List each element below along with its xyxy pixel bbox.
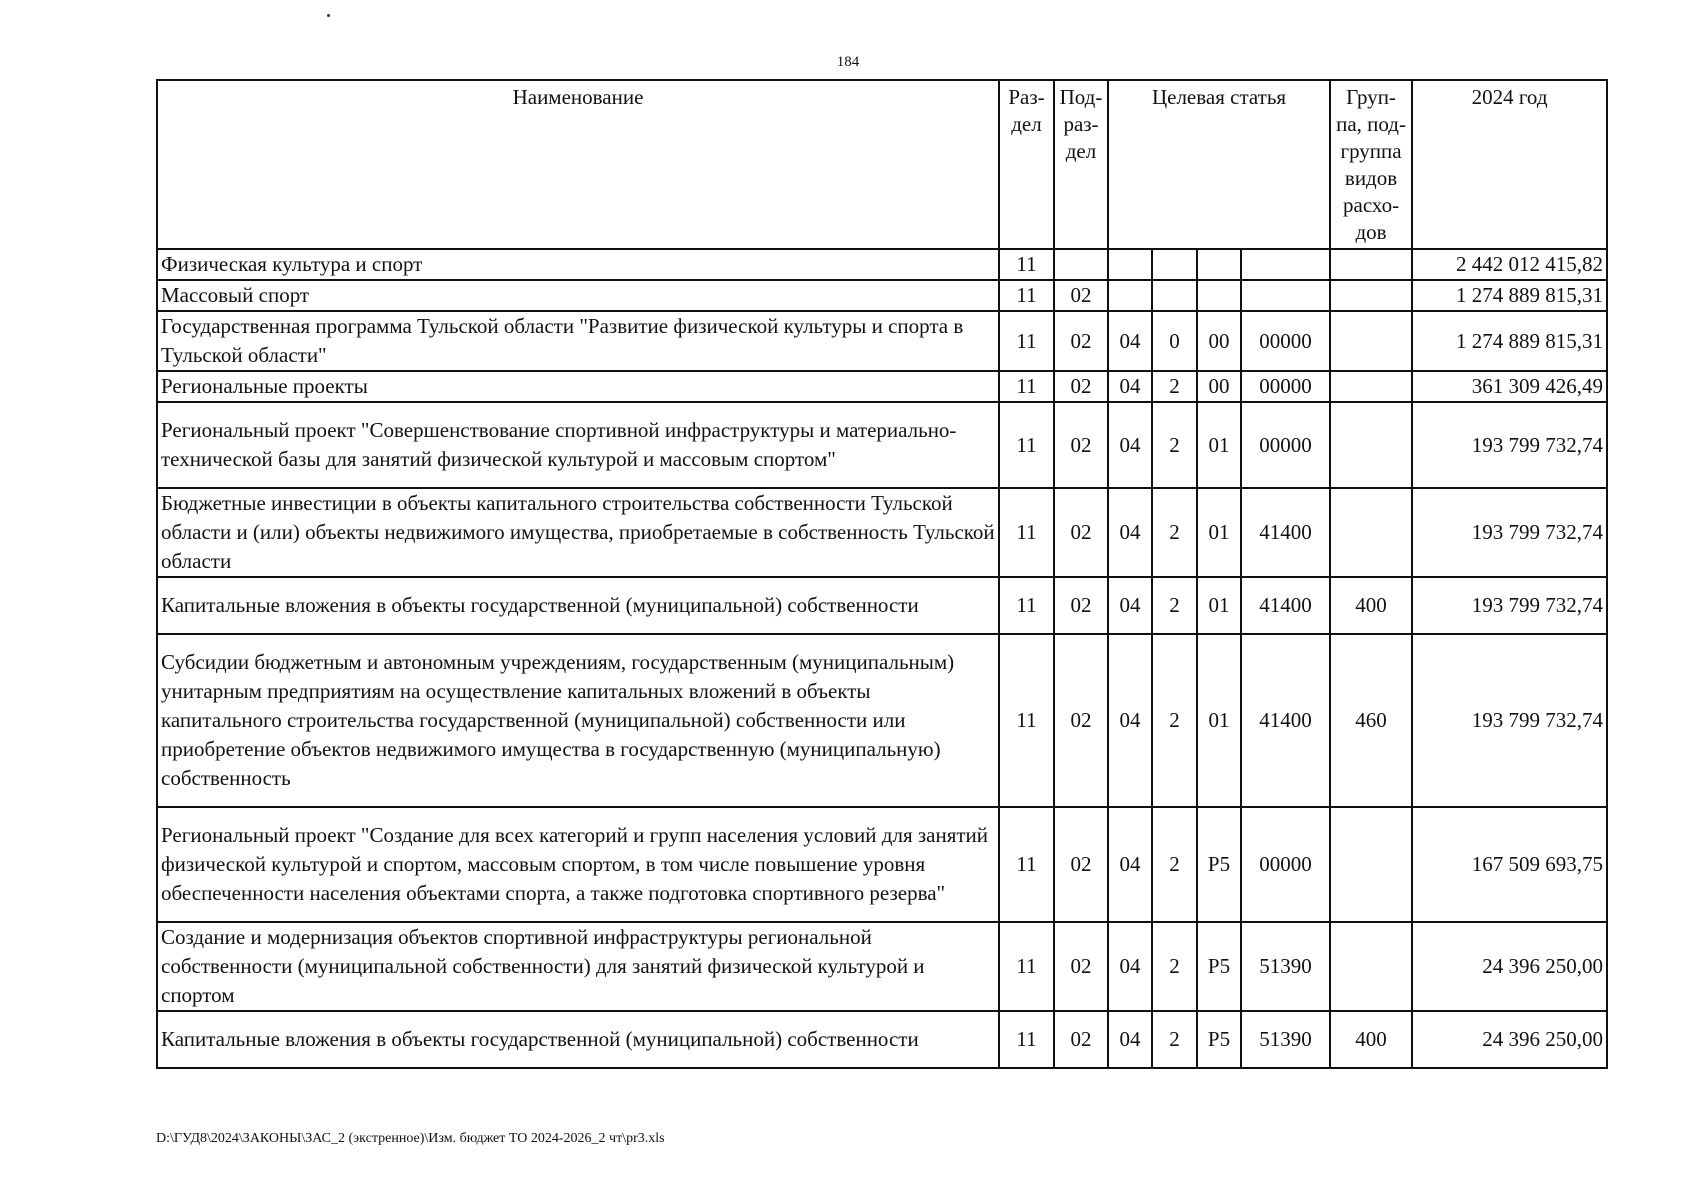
header-celevaya-statya: Целевая статья — [1108, 80, 1330, 249]
row-name: Физическая культура и спорт — [157, 249, 999, 280]
row-vid-rashodov — [1330, 488, 1412, 577]
table-row — [157, 634, 1607, 807]
file-path-footer: D:\ГУД8\2024\ЗАКОНЫ\ЗАС_2 (экстренное)\Изм. бюджет ТО 2024-2026_2 чт\pr3.xls — [156, 1131, 665, 1146]
scan-dot — [327, 14, 330, 17]
row-razdel: 11 — [999, 577, 1054, 634]
row-amount-2024: 193 799 732,74 — [1412, 634, 1607, 807]
row-celevaya-subprogram: 2 — [1152, 634, 1197, 807]
row-celevaya-program: 04 — [1108, 577, 1152, 634]
row-celevaya-direction: 01 — [1197, 634, 1241, 807]
row-celevaya-code — [1241, 280, 1330, 311]
row-podrazdel: 02 — [1054, 311, 1108, 371]
table-row — [157, 311, 1607, 371]
row-celevaya-subprogram: 2 — [1152, 402, 1197, 488]
row-celevaya-code: 00000 — [1241, 807, 1330, 922]
row-celevaya-program: 04 — [1108, 371, 1152, 402]
row-razdel: 11 — [999, 634, 1054, 807]
row-podrazdel: 02 — [1054, 371, 1108, 402]
row-podrazdel: 02 — [1054, 634, 1108, 807]
row-celevaya-subprogram: 2 — [1152, 1011, 1197, 1068]
row-celevaya-subprogram: 2 — [1152, 807, 1197, 922]
row-vid-rashodov — [1330, 807, 1412, 922]
row-celevaya-code: 00000 — [1241, 311, 1330, 371]
row-name: Региональный проект "Создание для всех категорий и групп населения условий для занятий физической культурой и спортом, массовым спортом, в том числе повышение уровня обеспеченности населения объектами спорта, а также подготовка спортивного резерва" — [157, 807, 999, 922]
row-amount-2024: 193 799 732,74 — [1412, 488, 1607, 577]
row-celevaya-direction: 01 — [1197, 488, 1241, 577]
row-razdel: 11 — [999, 1011, 1054, 1068]
row-celevaya-subprogram: 0 — [1152, 311, 1197, 371]
row-celevaya-direction: P5 — [1197, 922, 1241, 1011]
row-celevaya-program — [1108, 280, 1152, 311]
row-vid-rashodov — [1330, 402, 1412, 488]
row-celevaya-code: 41400 — [1241, 634, 1330, 807]
row-podrazdel: 02 — [1054, 807, 1108, 922]
row-celevaya-code: 41400 — [1241, 577, 1330, 634]
row-celevaya-code — [1241, 249, 1330, 280]
header-gruppa-vidov-rashodov: Груп-па, под-группа видов расхо-дов — [1330, 80, 1412, 249]
row-podrazdel: 02 — [1054, 488, 1108, 577]
row-razdel: 11 — [999, 280, 1054, 311]
row-razdel: 11 — [999, 311, 1054, 371]
row-celevaya-direction: 01 — [1197, 577, 1241, 634]
row-celevaya-direction: 01 — [1197, 402, 1241, 488]
header-name: Наименование — [157, 80, 999, 249]
row-celevaya-subprogram — [1152, 280, 1197, 311]
table-row — [157, 488, 1607, 577]
row-vid-rashodov: 460 — [1330, 634, 1412, 807]
row-celevaya-direction: P5 — [1197, 1011, 1241, 1068]
row-name: Региональные проекты — [157, 371, 999, 402]
row-celevaya-code: 51390 — [1241, 922, 1330, 1011]
table-row — [157, 249, 1607, 280]
row-amount-2024: 361 309 426,49 — [1412, 371, 1607, 402]
row-name: Субсидии бюджетным и автономным учреждениям, государственным (муниципальным) унитарным предприятиям на осуществление капитальных вложений в объекты капитального строительства государственной (муниципальной) собственности или приобретение объектов недвижимого имущества в государственную (муниципальную) собственность — [157, 634, 999, 807]
row-podrazdel: 02 — [1054, 280, 1108, 311]
row-razdel: 11 — [999, 922, 1054, 1011]
row-celevaya-subprogram — [1152, 249, 1197, 280]
row-celevaya-direction — [1197, 249, 1241, 280]
row-vid-rashodov — [1330, 371, 1412, 402]
row-celevaya-program: 04 — [1108, 488, 1152, 577]
header-razdel: Раз-дел — [999, 80, 1054, 249]
row-razdel: 11 — [999, 402, 1054, 488]
row-amount-2024: 1 274 889 815,31 — [1412, 280, 1607, 311]
row-amount-2024: 193 799 732,74 — [1412, 577, 1607, 634]
row-celevaya-direction: 00 — [1197, 311, 1241, 371]
page-number: 184 — [836, 54, 860, 70]
row-name: Массовый спорт — [157, 280, 999, 311]
row-celevaya-program: 04 — [1108, 402, 1152, 488]
header-year-2024: 2024 год — [1412, 80, 1607, 249]
row-amount-2024: 24 396 250,00 — [1412, 1011, 1607, 1068]
row-celevaya-program: 04 — [1108, 311, 1152, 371]
table-row — [157, 280, 1607, 311]
table-row — [157, 577, 1607, 634]
row-vid-rashodov — [1330, 249, 1412, 280]
table-header-row — [157, 80, 1607, 249]
row-razdel: 11 — [999, 371, 1054, 402]
row-celevaya-program — [1108, 249, 1152, 280]
row-razdel: 11 — [999, 807, 1054, 922]
row-name: Государственная программа Тульской области "Развитие физической культуры и спорта в Тульской области" — [157, 311, 999, 371]
row-vid-rashodov: 400 — [1330, 1011, 1412, 1068]
row-celevaya-code: 51390 — [1241, 1011, 1330, 1068]
row-amount-2024: 24 396 250,00 — [1412, 922, 1607, 1011]
row-podrazdel: 02 — [1054, 1011, 1108, 1068]
row-celevaya-code: 41400 — [1241, 488, 1330, 577]
row-podrazdel — [1054, 249, 1108, 280]
row-amount-2024: 167 509 693,75 — [1412, 807, 1607, 922]
row-celevaya-direction: 00 — [1197, 371, 1241, 402]
row-name: Региональный проект "Совершенствование спортивной инфраструктуры и материально-технической базы для занятий физической культурой и массовым спортом" — [157, 402, 999, 488]
table-row — [157, 1011, 1607, 1068]
row-amount-2024: 193 799 732,74 — [1412, 402, 1607, 488]
table-row — [157, 922, 1607, 1011]
row-celevaya-program: 04 — [1108, 1011, 1152, 1068]
table-row — [157, 371, 1607, 402]
row-celevaya-program: 04 — [1108, 634, 1152, 807]
row-celevaya-program: 04 — [1108, 807, 1152, 922]
row-vid-rashodov — [1330, 280, 1412, 311]
row-vid-rashodov — [1330, 311, 1412, 371]
row-celevaya-subprogram: 2 — [1152, 488, 1197, 577]
header-podrazdel: Под-раз-дел — [1054, 80, 1108, 249]
row-podrazdel: 02 — [1054, 577, 1108, 634]
row-celevaya-direction — [1197, 280, 1241, 311]
row-celevaya-subprogram: 2 — [1152, 922, 1197, 1011]
row-name: Создание и модернизация объектов спортивной инфраструктуры региональной собственности (муниципальной собственности) для занятий физической культурой и спортом — [157, 922, 999, 1011]
row-celevaya-subprogram: 2 — [1152, 371, 1197, 402]
row-celevaya-direction: P5 — [1197, 807, 1241, 922]
row-vid-rashodov: 400 — [1330, 577, 1412, 634]
budget-table — [156, 79, 1608, 1069]
row-name: Капитальные вложения в объекты государственной (муниципальной) собственности — [157, 577, 999, 634]
table-row — [157, 807, 1607, 922]
row-razdel: 11 — [999, 488, 1054, 577]
table-body — [157, 249, 1607, 1068]
row-celevaya-code: 00000 — [1241, 371, 1330, 402]
row-celevaya-code: 00000 — [1241, 402, 1330, 488]
table-row — [157, 402, 1607, 488]
row-vid-rashodov — [1330, 922, 1412, 1011]
row-celevaya-program: 04 — [1108, 922, 1152, 1011]
row-amount-2024: 2 442 012 415,82 — [1412, 249, 1607, 280]
row-name: Капитальные вложения в объекты государственной (муниципальной) собственности — [157, 1011, 999, 1068]
row-name: Бюджетные инвестиции в объекты капитального строительства собственности Тульской области и (или) объекты недвижимого имущества, приобретаемые в собственность Тульской области — [157, 488, 999, 577]
row-razdel: 11 — [999, 249, 1054, 280]
row-celevaya-subprogram: 2 — [1152, 577, 1197, 634]
row-amount-2024: 1 274 889 815,31 — [1412, 311, 1607, 371]
row-podrazdel: 02 — [1054, 402, 1108, 488]
row-podrazdel: 02 — [1054, 922, 1108, 1011]
